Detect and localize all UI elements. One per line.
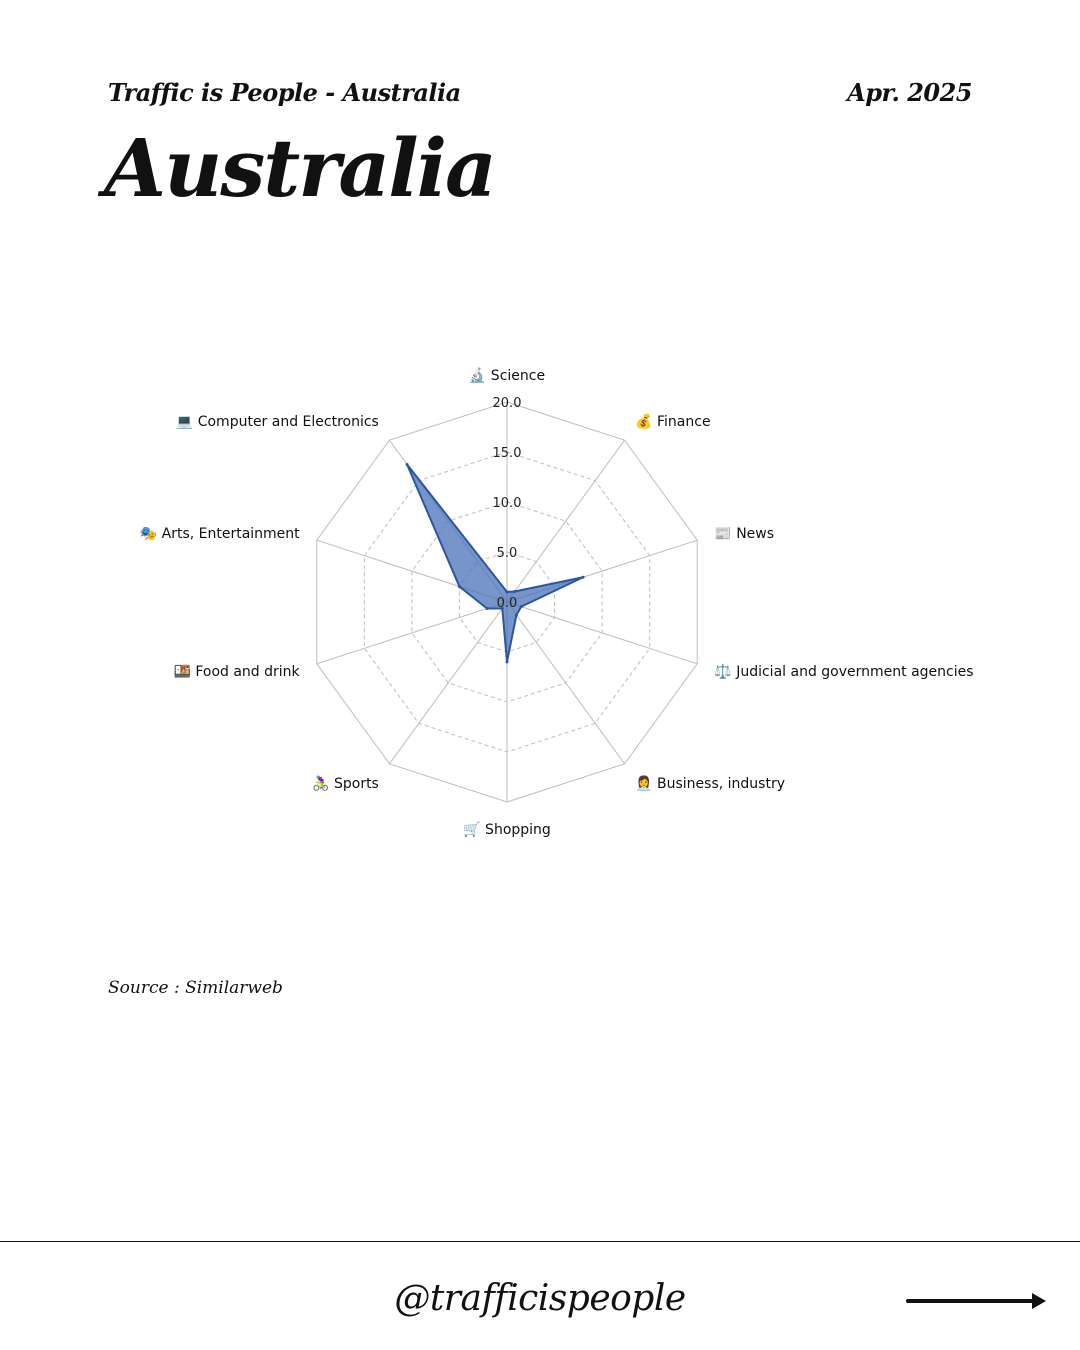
data-point bbox=[582, 576, 585, 579]
data-point bbox=[486, 607, 489, 610]
r-tick-label: 15.0 bbox=[492, 446, 522, 461]
spoke-line bbox=[317, 602, 507, 664]
data-point bbox=[513, 590, 516, 593]
data-point bbox=[506, 591, 509, 594]
r-tick-label: 20.0 bbox=[492, 396, 522, 411]
series-title: Traffic is People - Australia bbox=[108, 78, 461, 107]
data-point bbox=[515, 613, 518, 616]
data-point bbox=[506, 661, 509, 664]
category-label: 🍱 Food and drink bbox=[173, 664, 300, 681]
radar-chart bbox=[0, 340, 1080, 860]
category-label: ⚖️ Judicial and government agencies bbox=[714, 664, 974, 681]
source-note: Source : Similarweb bbox=[108, 978, 283, 998]
category-label: 💻 Computer and Electronics bbox=[175, 413, 379, 430]
page-title: Australia bbox=[104, 121, 495, 215]
category-label: 🔬 Science bbox=[468, 368, 546, 384]
category-label: 🛒 Shopping bbox=[463, 822, 551, 838]
series-area bbox=[407, 464, 583, 662]
data-point bbox=[458, 585, 461, 588]
footer-divider bbox=[0, 1241, 1080, 1242]
category-label: 👩‍💼 Business, industry bbox=[635, 776, 786, 793]
category-label: 🎭 Arts, Entertainment bbox=[139, 525, 300, 542]
social-handle: @trafficispeople bbox=[394, 1278, 686, 1319]
category-label: 💰 Finance bbox=[635, 413, 711, 430]
r-tick-label: 10.0 bbox=[492, 496, 522, 511]
spoke-line bbox=[389, 602, 507, 764]
spoke-line bbox=[507, 440, 625, 602]
report-date: Apr. 2025 bbox=[847, 78, 972, 107]
data-point bbox=[520, 605, 523, 608]
category-label: 📰 News bbox=[714, 525, 775, 542]
data-point bbox=[406, 463, 409, 466]
r-tick-label: 5.0 bbox=[496, 546, 518, 561]
radar-chart-container bbox=[0, 340, 1080, 860]
next-arrow-icon[interactable] bbox=[906, 1290, 1050, 1312]
spoke-line bbox=[507, 602, 625, 764]
r-tick-label: 0.0 bbox=[496, 596, 518, 611]
category-label: 🚴‍♀️ Sports bbox=[312, 776, 379, 793]
